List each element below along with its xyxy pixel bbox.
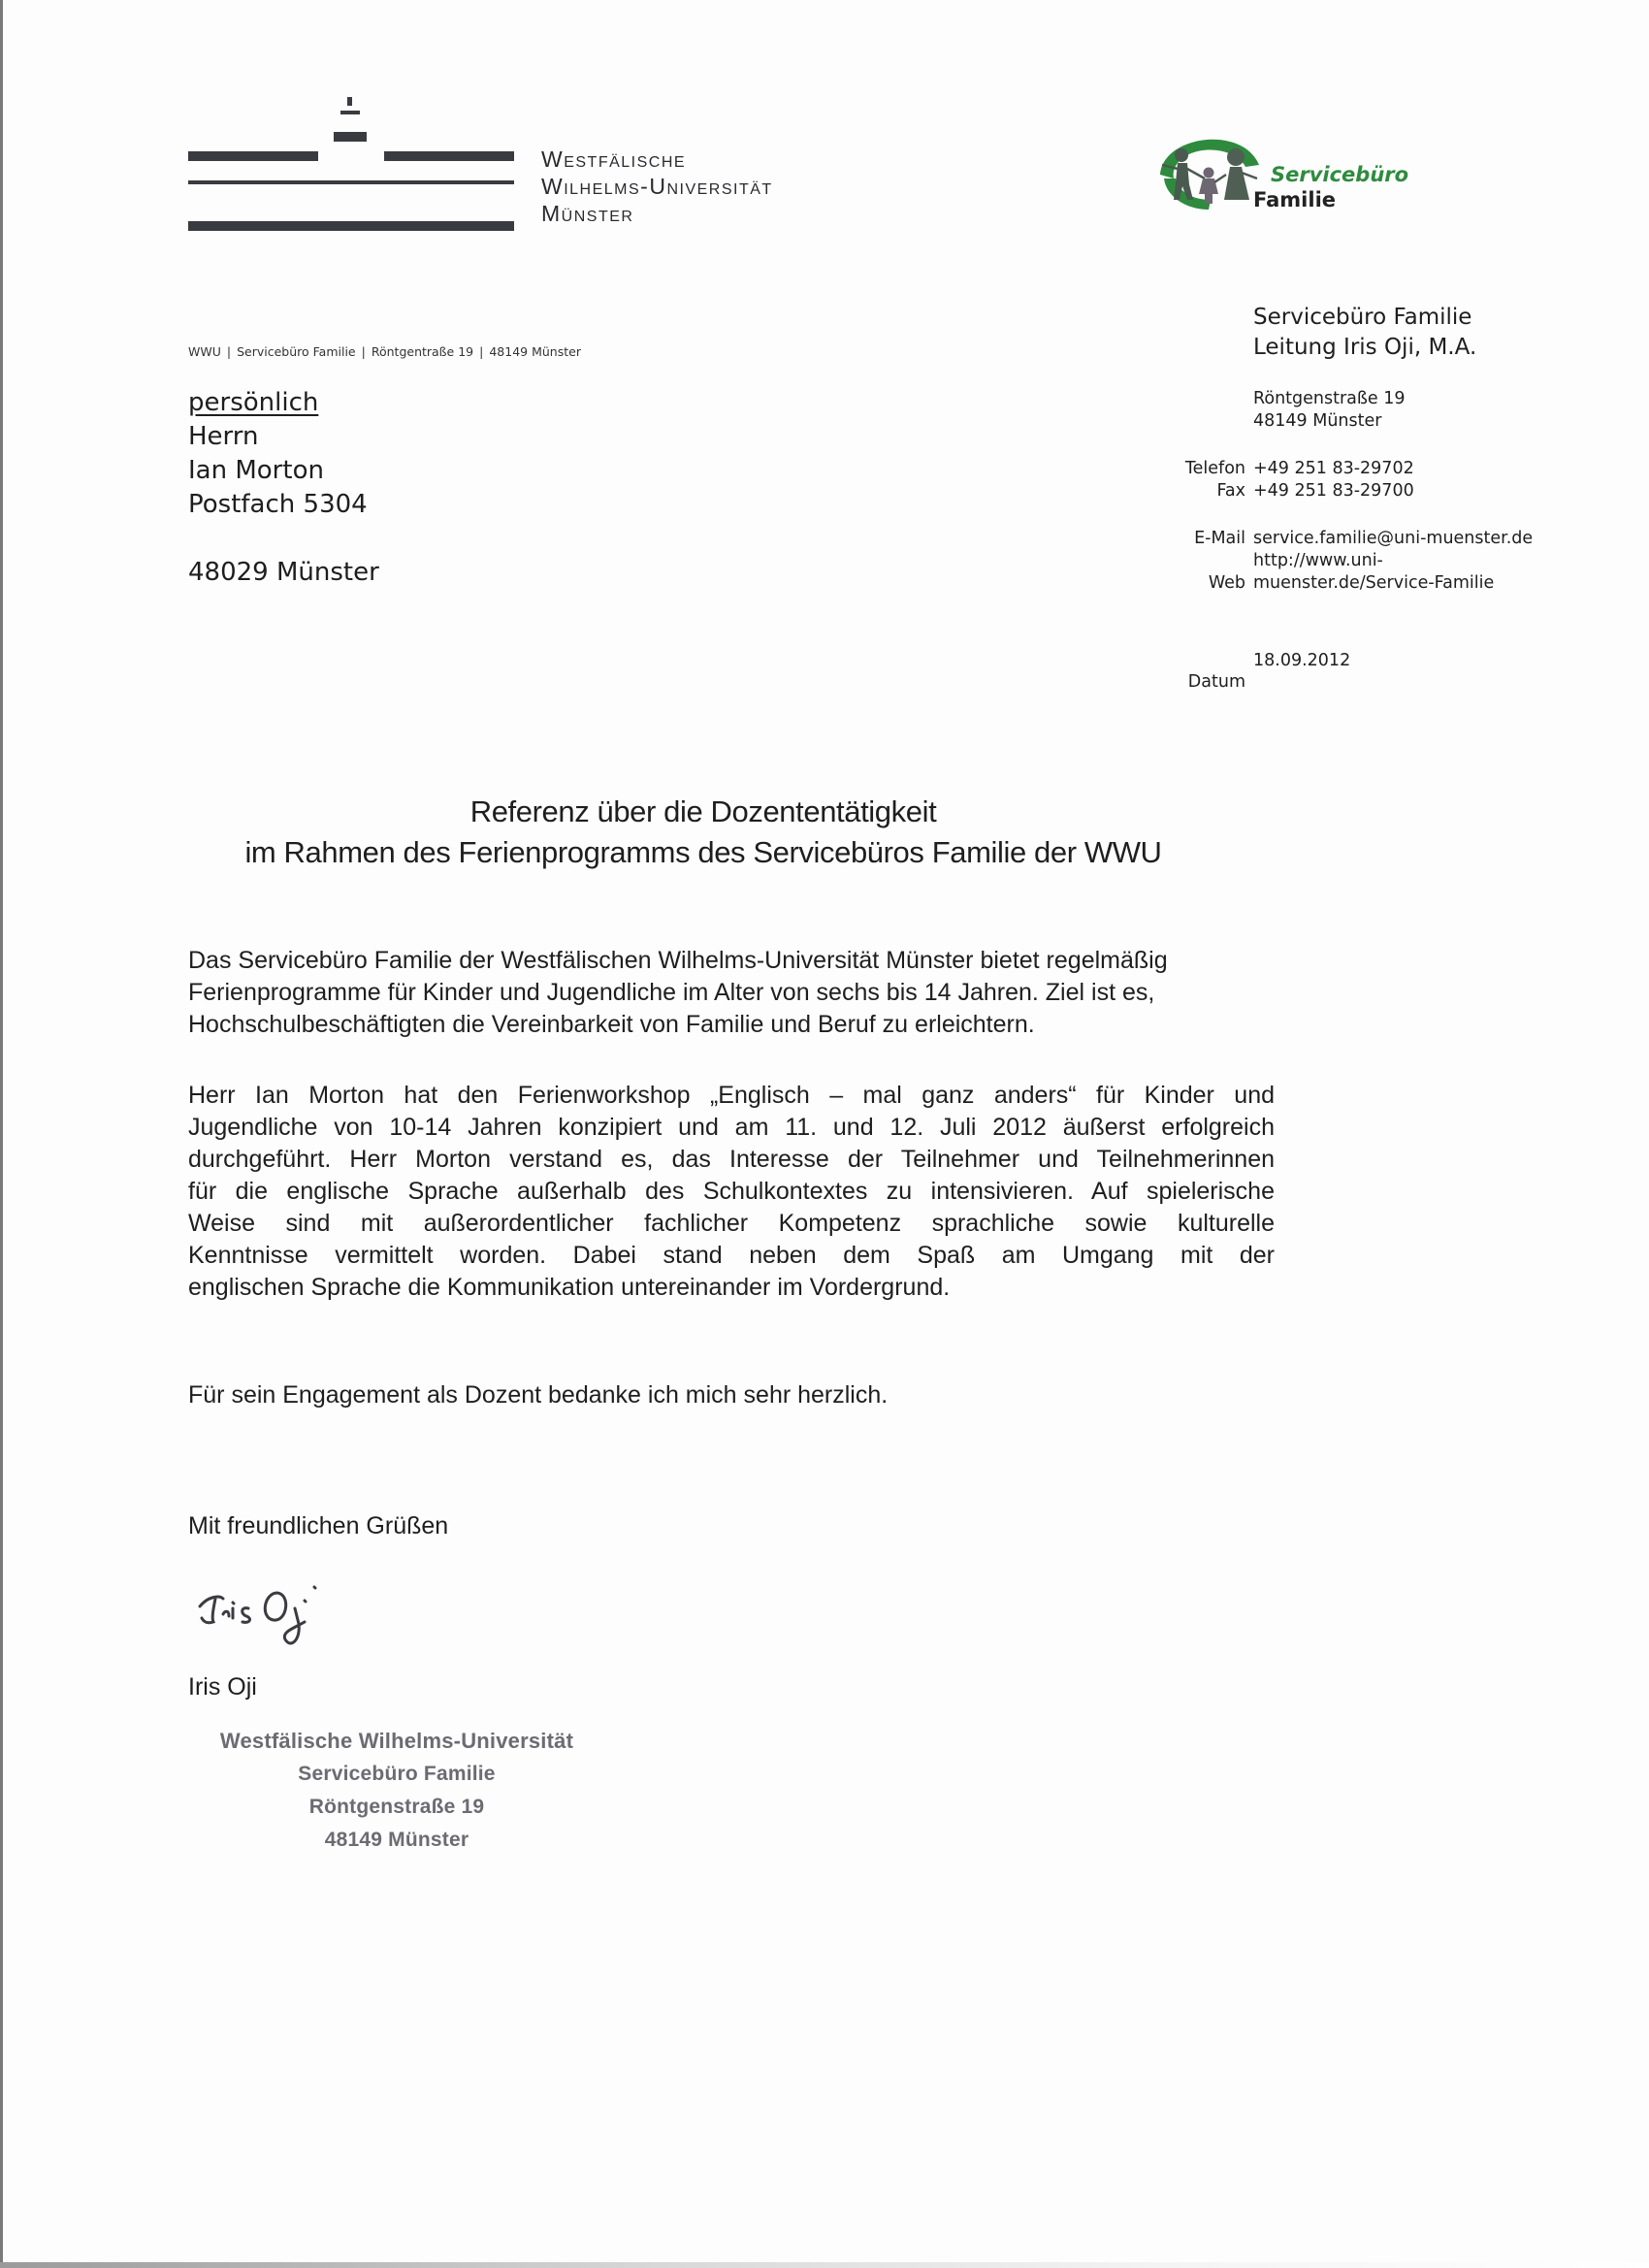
separator: |	[361, 344, 366, 359]
email-label: E-Mail	[1194, 529, 1245, 548]
text-line: Kenntnisse vermittelt worden. Dabei stand neben dem Spaß am Umgang mit der	[188, 1242, 1275, 1269]
logo-bar	[334, 132, 367, 142]
logo-bar	[384, 151, 514, 161]
stamp-line: 48149 Münster	[324, 1829, 469, 1851]
sender-part: Röntgentraße 19	[371, 344, 474, 359]
text-line: für die englische Sprache außerhalb des Schulkontextes zu intensivieren. Auf spielerische	[188, 1178, 1275, 1205]
familie-wordmark: Familie	[1253, 188, 1337, 211]
recipient-name: Ian Morton	[188, 456, 324, 485]
phone-value: +49 251 83-29702	[1253, 459, 1414, 478]
phone-label: Telefon	[1184, 459, 1245, 478]
recipient-city: 48029 Münster	[188, 558, 379, 587]
stamp-line: Servicebüro Familie	[298, 1763, 496, 1785]
email-link[interactable]: service.familie@uni-muenster.de	[1253, 529, 1534, 548]
logo-bar	[347, 97, 352, 106]
subject-line: im Rahmen des Ferienprogramms des Servicebüros Familie der WWU	[244, 835, 1162, 869]
servicebuero-logo	[1152, 136, 1443, 223]
contact-street: Röntgenstraße 19	[1253, 389, 1406, 408]
logo-bar	[188, 221, 514, 231]
handwritten-signature	[190, 1579, 345, 1657]
wwu-logo	[188, 91, 867, 237]
wordmark-line: Wilhelms-Universität	[541, 174, 773, 199]
logo-bar	[188, 151, 318, 161]
text-line: Hochschulbeschäftigten die Vereinbarkeit von Familie und Beruf zu erleichtern.	[188, 1011, 1035, 1038]
text-line: Das Servicebüro Familie der Westfälischen Wilhelms-Universität Münster bietet regelmäßig	[188, 947, 1168, 974]
text-line: durchgeführt. Herr Morton verstand es, das Interesse der Teilnehmer und Teilnehmerinnen	[188, 1146, 1275, 1173]
date-label: Datum	[1187, 672, 1245, 692]
recipient-address	[188, 386, 379, 590]
wordmark-line: Westfälische	[541, 146, 687, 172]
separator: |	[479, 344, 484, 359]
scan-edge	[0, 0, 3, 2268]
sender-part: Servicebüro Familie	[237, 344, 356, 359]
contact-org	[1253, 303, 1476, 363]
text-line: englischen Sprache die Kommunikation untereinander im Vordergrund.	[188, 1274, 951, 1301]
body-paragraph-1	[188, 945, 1275, 1041]
institution-stamp	[188, 1725, 605, 1857]
sender-part: WWU	[188, 344, 221, 359]
logo-bar	[340, 111, 360, 114]
stamp-line: Westfälische Wilhelms-Universität	[219, 1729, 574, 1753]
recipient-postbox: Postfach 5304	[188, 490, 368, 519]
family-holding-hands-icon	[1152, 136, 1267, 213]
university-wordmark	[541, 146, 773, 227]
logo-bar	[188, 180, 514, 184]
sender-return-address	[188, 344, 581, 359]
web-label: Web	[1208, 573, 1245, 593]
closing-salutation: Mit freundlichen Grüßen	[188, 1512, 449, 1539]
scan-edge	[0, 2262, 1649, 2268]
wordmark-line: Münster	[541, 201, 634, 226]
text-line: Jugendliche von 10-14 Jahren konzipiert und am 11. und 12. Juli 2012 äußerst erfolgreich	[188, 1114, 1275, 1141]
servicebuero-wordmark: Servicebüro	[1271, 163, 1409, 186]
text-line: Herr Ian Morton hat den Ferienworkshop „Englisch – mal ganz anders“ für Kinder und	[188, 1082, 1275, 1109]
signer-name: Iris Oji	[188, 1673, 257, 1701]
fax-label: Fax	[1216, 481, 1245, 501]
date-value: 18.09.2012	[1253, 651, 1351, 670]
letter-subject	[165, 792, 1242, 873]
web-link[interactable]: muenster.de/Service-Familie	[1253, 573, 1495, 593]
contact-head: Leitung Iris Oji, M.A.	[1253, 335, 1477, 360]
contact-org-name: Servicebüro Familie	[1253, 305, 1472, 330]
thanks-line: Für sein Engagement als Dozent bedanke ich mich sehr herzlich.	[188, 1381, 889, 1409]
separator: |	[226, 344, 232, 359]
sender-part: 48149 Münster	[489, 344, 581, 359]
personal-marker: persönlich	[188, 388, 319, 417]
text-line: Ferienprogramme für Kinder und Jugendliche im Alter von sechs bis 14 Jahren. Ziel ist es,	[188, 979, 1155, 1006]
fax-value: +49 251 83-29700	[1253, 481, 1414, 501]
recipient-salutation: Herrn	[188, 422, 259, 451]
text-line: Weise sind mit außerordentlicher fachlicher Kompetenz sprachliche sowie kulturelle	[188, 1210, 1275, 1237]
subject-line: Referenz über die Dozententätigkeit	[469, 794, 937, 828]
web-link[interactable]: http://www.uni-	[1253, 551, 1383, 570]
contact-city: 48149 Münster	[1253, 411, 1382, 431]
stamp-line: Röntgenstraße 19	[308, 1796, 485, 1818]
body-paragraph-2	[188, 1080, 1275, 1304]
